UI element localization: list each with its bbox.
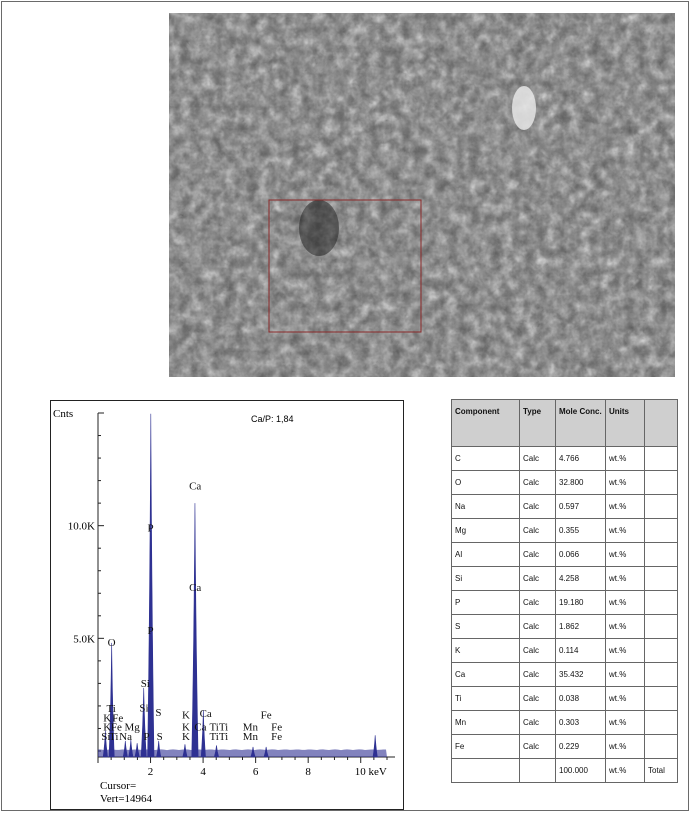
cell-units: wt.% [606,735,645,759]
x-tick-label: 6 [252,766,259,778]
table-header-row [452,400,678,447]
cell-mole-conc: 19.180 [556,591,606,615]
header-extra [645,400,678,447]
eds-spectrum-chart [50,400,404,810]
vert-readout: Vert=14964 [100,793,153,805]
cell-note [645,687,678,711]
peak-label: P [147,522,154,535]
cell-units: wt.% [606,639,645,663]
peak-label: Fe [271,721,283,734]
peak-label: O [107,637,116,650]
x-tick-label: 10 keV [354,766,387,778]
peak-label: Fe [260,709,272,722]
cell-type: Calc [520,639,556,663]
header-mole-conc: Mole Conc. [556,400,606,447]
cell-units: wt.% [606,591,645,615]
peak-label: Si [101,731,111,744]
cell-mole-conc: 0.597 [556,495,606,519]
peak-label: Mn [242,731,259,744]
cell-type: Calc [520,495,556,519]
cell-note [645,567,678,591]
peak-label: TiTi [209,721,229,734]
cell-note [645,735,678,759]
cell-type: Calc [520,447,556,471]
cell-component: Si [452,567,520,591]
cell-units: wt.% [606,495,645,519]
cell-note [645,447,678,471]
cell-note [645,471,678,495]
cell-mole-conc: 4.766 [556,447,606,471]
peak-label: Si [140,677,150,690]
cell-component: Fe [452,735,520,759]
peak-label: Ca [189,582,202,595]
cell-type: Calc [520,471,556,495]
table-row [452,495,678,519]
table-row [452,447,678,471]
cell-component: P [452,591,520,615]
peak-label: Fe [271,731,283,744]
cell-mole-conc: 0.303 [556,711,606,735]
cell-note [645,519,678,543]
cell-note [645,615,678,639]
cursor-readout: Cursor= [100,780,137,792]
cell-note [645,495,678,519]
cell-type: Calc [520,687,556,711]
peak-labels [101,481,282,744]
cell-mole-conc: 1.862 [556,615,606,639]
cell-type: Calc [520,615,556,639]
cell-note: Total [645,759,678,783]
cell-mole-conc: 0.114 [556,639,606,663]
table-row [452,591,678,615]
peak-label: TiTi [209,731,229,744]
cell-component: Ca [452,663,520,687]
peak-label: P [147,624,154,637]
cell-mole-conc: 0.038 [556,687,606,711]
table-row [452,663,678,687]
peak-label: Ti [106,703,116,716]
cell-mole-conc: 0.066 [556,543,606,567]
peak-label: K [182,731,190,744]
cell-units: wt.% [606,759,645,783]
peak-label: Mg [124,721,140,734]
cell-units: wt.% [606,519,645,543]
sem-micrograph [169,13,675,377]
cell-units: wt.% [606,711,645,735]
table-row [452,543,678,567]
cell-component: S [452,615,520,639]
table-row [452,615,678,639]
spectrum-baseline [98,749,387,757]
peak-label: Mn [242,721,259,734]
sem-micrograph-image [169,13,675,377]
cell-mole-conc: 32.800 [556,471,606,495]
peak-label: P [143,731,150,744]
cell-component: Mn [452,711,520,735]
cell-note [645,639,678,663]
cell-component: O [452,471,520,495]
peak-label: S [155,707,162,720]
table-row [452,567,678,591]
cell-type: Calc [520,543,556,567]
y-tick-label: 5.0K [73,633,95,646]
peak-label: Fe [112,712,124,725]
cell-mole-conc: 100.000 [556,759,606,783]
cell-component: Al [452,543,520,567]
peak-label: Si [139,702,149,715]
cell-component: Mg [452,519,520,543]
table-row [452,639,678,663]
cell-type: Calc [520,591,556,615]
peak-label: S [156,731,163,744]
x-tick-label: 8 [305,766,311,778]
table-row [452,711,678,735]
spectrum-plot [51,401,403,809]
cell-note [645,543,678,567]
header-units: Units [606,400,645,447]
cell-units: wt.% [606,687,645,711]
y-tick-label: 10.0K [67,520,95,533]
cell-component: Na [452,495,520,519]
cell-type: Calc [520,519,556,543]
table-row [452,687,678,711]
peak-label: Fe [110,721,122,734]
table-row [452,735,678,759]
header-type: Type [520,400,556,447]
cell-units: wt.% [606,615,645,639]
peak-label: K [103,721,112,734]
cell-component [452,759,520,783]
spectrum-peak [139,688,149,757]
ca-p-annotation: Ca/P: 1,84 [251,414,294,424]
cell-component: C [452,447,520,471]
cell-type: Calc [520,663,556,687]
cell-mole-conc: 35.432 [556,663,606,687]
table-row [452,759,678,783]
cell-component: Ti [452,687,520,711]
peak-label: K [182,709,190,722]
cell-note [645,663,678,687]
cell-mole-conc: 0.355 [556,519,606,543]
composition-table [451,399,678,783]
cell-type: Calc [520,567,556,591]
cell-units: wt.% [606,543,645,567]
cell-units: wt.% [606,471,645,495]
cell-component: K [452,639,520,663]
cell-units: wt.% [606,663,645,687]
y-axis-label: Cnts [53,408,74,420]
cell-mole-conc: 0.229 [556,735,606,759]
cell-units: wt.% [606,447,645,471]
peak-label: Ca [189,480,202,493]
table-row [452,519,678,543]
cell-type [520,759,556,783]
cell-type: Calc [520,735,556,759]
cell-type: Calc [520,711,556,735]
peak-label: K [103,712,112,725]
x-tick-label: 4 [200,766,206,778]
peak-label: Ca [194,721,207,734]
peak-label: Ti [109,731,119,744]
cell-note [645,711,678,735]
peak-label: Ca [199,708,212,721]
table-row [452,471,678,495]
header-component: Component [452,400,520,447]
cell-units: wt.% [606,567,645,591]
cell-mole-conc: 4.258 [556,567,606,591]
x-tick-label: 2 [147,766,154,778]
cell-note [645,591,678,615]
spectrum-peak [192,503,198,757]
peak-label: Na [119,731,133,744]
peak-label: K [182,721,190,734]
